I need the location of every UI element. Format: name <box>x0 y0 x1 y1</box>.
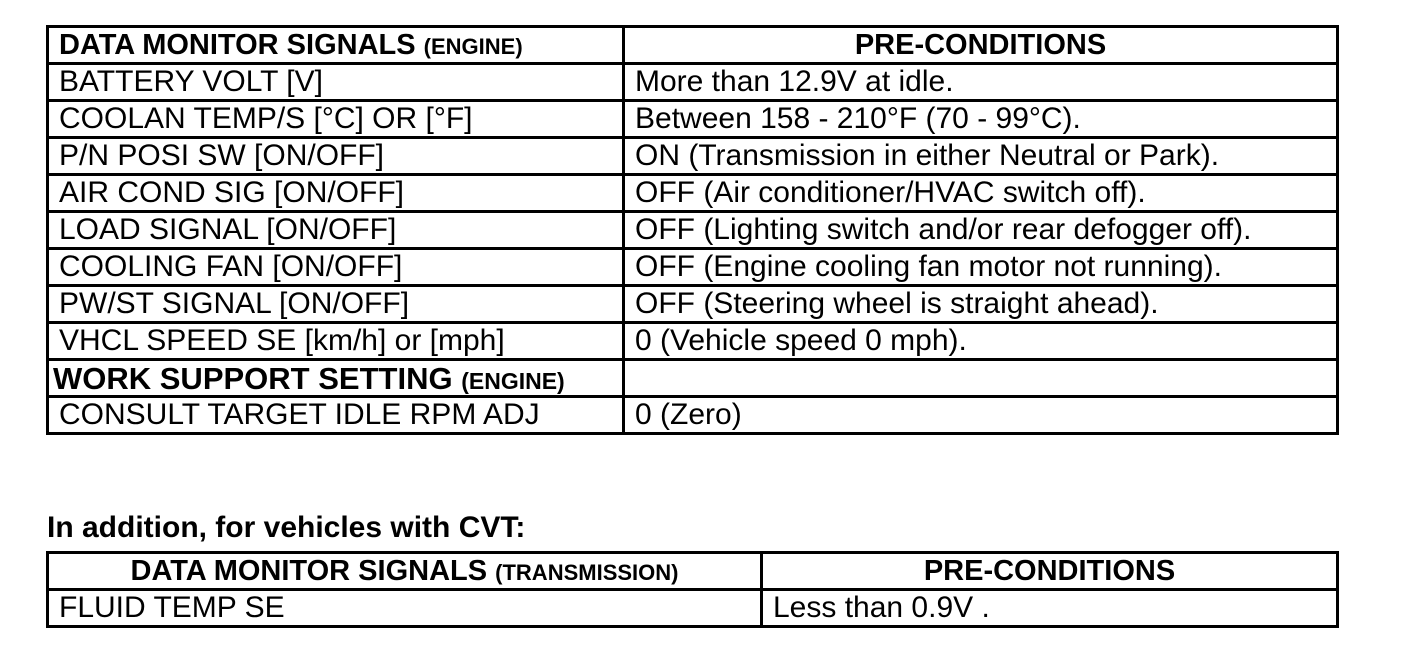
condition-cell: OFF (Steering wheel is straight ahead). <box>624 286 1338 323</box>
transmission-data-monitor-table <box>46 551 1339 628</box>
signals-header-main: DATA MONITOR SIGNALS <box>59 28 416 61</box>
table-row <box>48 286 1338 323</box>
table-row <box>48 175 1338 212</box>
engine-data-monitor-table <box>46 25 1339 435</box>
signals-column-header <box>48 27 624 64</box>
condition-cell: 0 (Vehicle speed 0 mph). <box>624 323 1338 360</box>
condition-cell: ON (Transmission in either Neutral or Park). <box>624 138 1338 175</box>
work-support-section-row <box>48 360 1338 397</box>
signal-cell: LOAD SIGNAL [ON/OFF] <box>48 212 624 249</box>
signal-cell: COOLING FAN [ON/OFF] <box>48 249 624 286</box>
table-header-row <box>48 553 1338 590</box>
preconditions-column-header: PRE-CONDITIONS <box>762 553 1338 590</box>
table-row <box>48 138 1338 175</box>
table-row <box>48 101 1338 138</box>
table-row <box>48 64 1338 101</box>
signal-cell: BATTERY VOLT [V] <box>48 64 624 101</box>
signals-header-main: DATA MONITOR SIGNALS <box>130 554 488 587</box>
signal-cell: FLUID TEMP SE <box>48 590 762 627</box>
condition-cell: OFF (Engine cooling fan motor not running). <box>624 249 1338 286</box>
signal-cell: COOLAN TEMP/S [°C] OR [°F] <box>48 101 624 138</box>
table-row <box>48 397 1338 434</box>
table-row <box>48 323 1338 360</box>
table-row <box>48 212 1338 249</box>
work-support-section-title <box>48 360 624 397</box>
signal-cell: P/N POSI SW [ON/OFF] <box>48 138 624 175</box>
signals-header-sub: (TRANSMISSION) <box>495 559 679 585</box>
condition-cell: Less than 0.9V . <box>762 590 1338 627</box>
signal-cell: CONSULT TARGET IDLE RPM ADJ <box>48 397 624 434</box>
signal-cell: PW/ST SIGNAL [ON/OFF] <box>48 286 624 323</box>
section-title-main: WORK SUPPORT SETTING <box>53 360 453 396</box>
condition-cell: Between 158 - 210°F (70 - 99°C). <box>624 101 1338 138</box>
signals-header-sub: (ENGINE) <box>423 33 523 59</box>
condition-cell: OFF (Air conditioner/HVAC switch off). <box>624 175 1338 212</box>
condition-cell: OFF (Lighting switch and/or rear defogger off). <box>624 212 1338 249</box>
section-title-sub: (ENGINE) <box>461 367 565 394</box>
condition-cell: 0 (Zero) <box>624 397 1338 434</box>
empty-cell <box>624 360 1338 397</box>
condition-cell: More than 12.9V at idle. <box>624 64 1338 101</box>
signal-cell: AIR COND SIG [ON/OFF] <box>48 175 624 212</box>
table-row <box>48 249 1338 286</box>
cvt-note-heading: In addition, for vehicles with CVT: <box>47 511 526 544</box>
signals-column-header <box>48 553 762 590</box>
preconditions-column-header: PRE-CONDITIONS <box>624 27 1338 64</box>
signal-cell: VHCL SPEED SE [km/h] or [mph] <box>48 323 624 360</box>
table-header-row <box>48 27 1338 64</box>
table-row <box>48 590 1338 627</box>
